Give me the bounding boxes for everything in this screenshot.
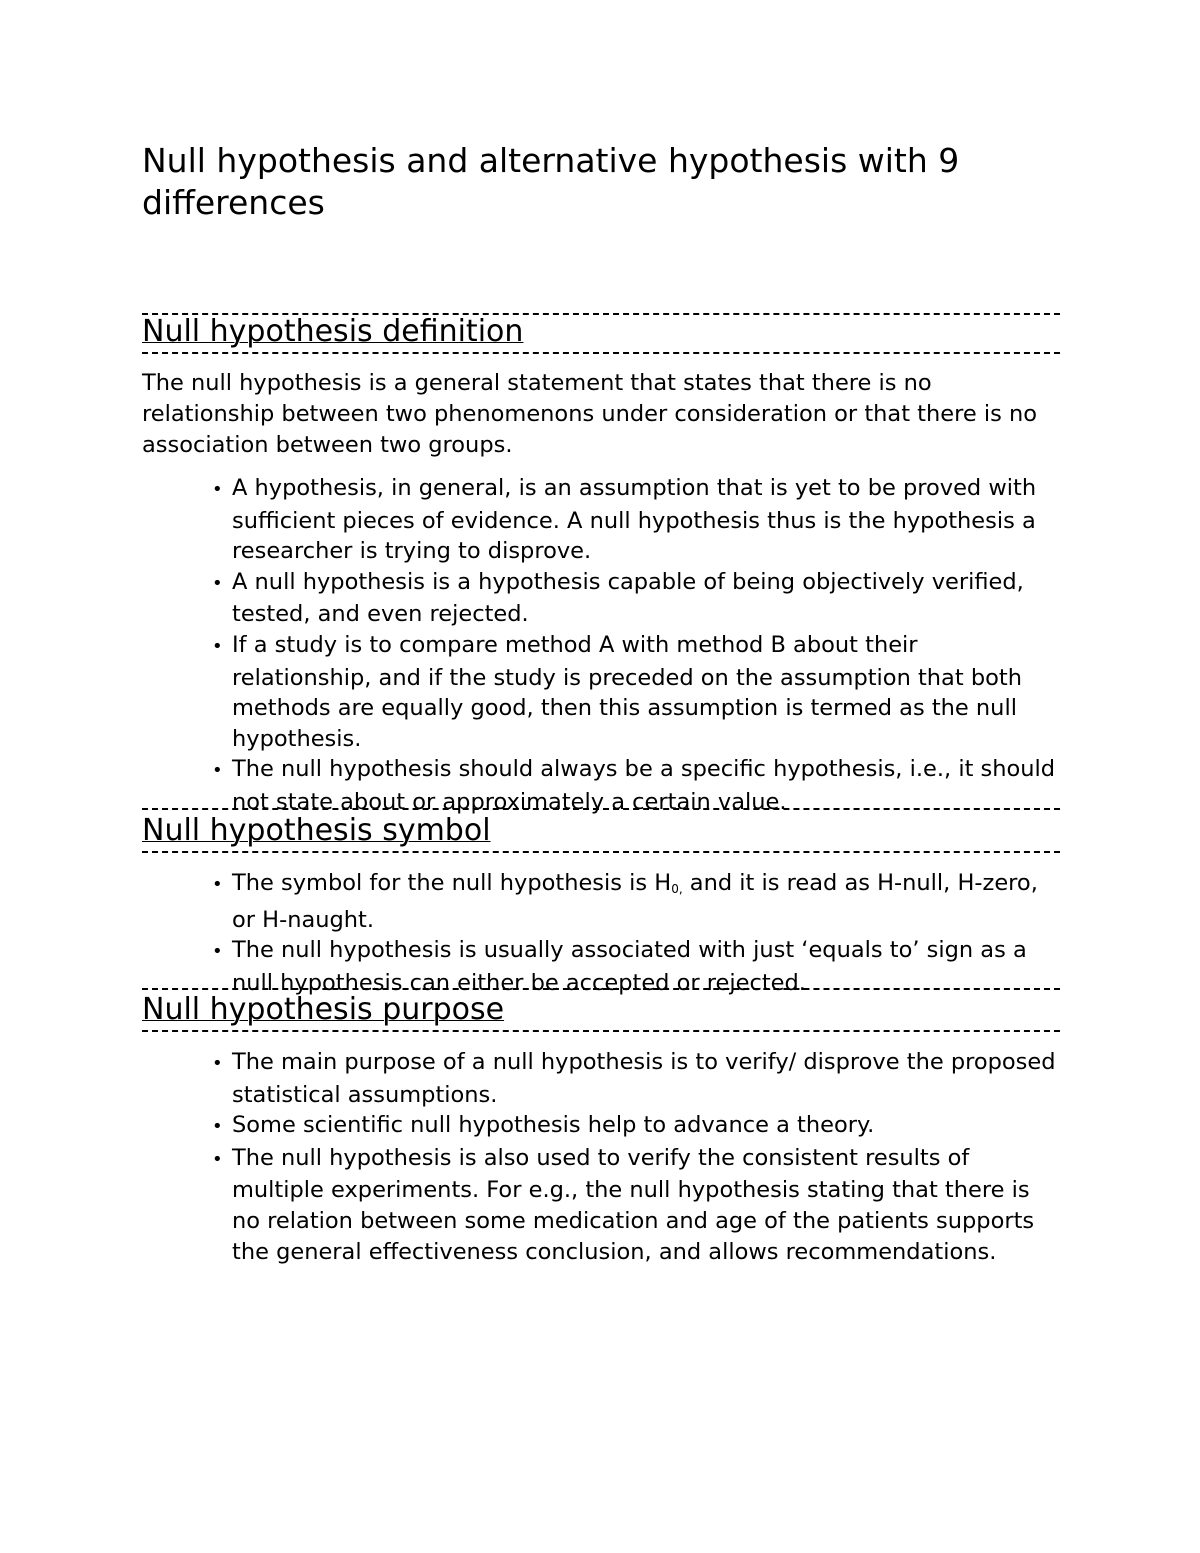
- bullet-icon: •: [212, 1053, 223, 1074]
- bullet-icon: •: [212, 479, 223, 500]
- list-item: • The null hypothesis should always be a specific hypothesis, i.e., it should not state about or approximately a certain value.: [212, 756, 1056, 815]
- section-heading-purpose: Null hypothesis purpose: [142, 992, 1060, 1032]
- list-item: • Some scientific null hypothesis help to advance a theory.: [142, 1110, 1060, 1143]
- bullet-icon: •: [212, 760, 223, 782]
- symbol-bullet-list: [142, 868, 1060, 998]
- list-item: • The main purpose of a null hypothesis is to verify/ disprove the proposed statistical assumptions.: [212, 1049, 1056, 1108]
- list-item: • The null hypothesis is also used to verify the consistent results of multiple experiments. For e.g., the null hypothesis stating that there is no relation between some medication and age of the patients supports the general effectiveness conclusion, and allows recommendations.: [212, 1144, 1035, 1265]
- section-heading-symbol: Null hypothesis symbol: [142, 813, 1060, 853]
- list-item: • If a study is to compare method A with method B about their relationship, and if the study is preceded on the assumption that both methods are equally good, then this assumption is termed as the null hypothesis.: [212, 631, 1022, 752]
- divider-line: [142, 808, 1060, 810]
- list-item: • A null hypothesis is a hypothesis capable of being objectively verified, tested, and even rejected.: [212, 568, 1024, 628]
- bullet-icon: •: [212, 572, 223, 594]
- definition-paragraph: The null hypothesis is a general statement that states that there is no relationship between two phenomenons under consideration or that there is no association between two groups.: [142, 370, 1038, 458]
- bullet-icon: •: [212, 874, 223, 895]
- bullet-icon: •: [212, 1148, 223, 1170]
- list-item: • The null hypothesis is usually associated with just ‘equals to’ sign as a null hypothesis can either be accepted or rejected.: [212, 937, 1027, 996]
- bullet-icon: •: [212, 635, 223, 657]
- list-item: • The symbol for the null hypothesis is $H_{0,}$ and it is read as H-null, H-zero, or H-naught.: [212, 870, 1038, 933]
- divider-line: [142, 988, 1060, 990]
- document-title: Null hypothesis and alternative hypothesis with 9 differences: [142, 141, 960, 222]
- bullet-icon: •: [212, 1116, 223, 1138]
- section-heading-definition: Null hypothesis definition: [142, 314, 1060, 354]
- purpose-bullet-list: [142, 1047, 1060, 1267]
- definition-bullet-list: [142, 473, 1060, 818]
- bullet-icon: •: [212, 941, 223, 963]
- subscript-zero: 0,: [671, 882, 683, 896]
- list-item: • A hypothesis, in general, is an assumption that is yet to be proved with sufficient pieces of evidence. A null hypothesis thus is the hypothesis a researcher is trying to disprove.: [212, 475, 1037, 565]
